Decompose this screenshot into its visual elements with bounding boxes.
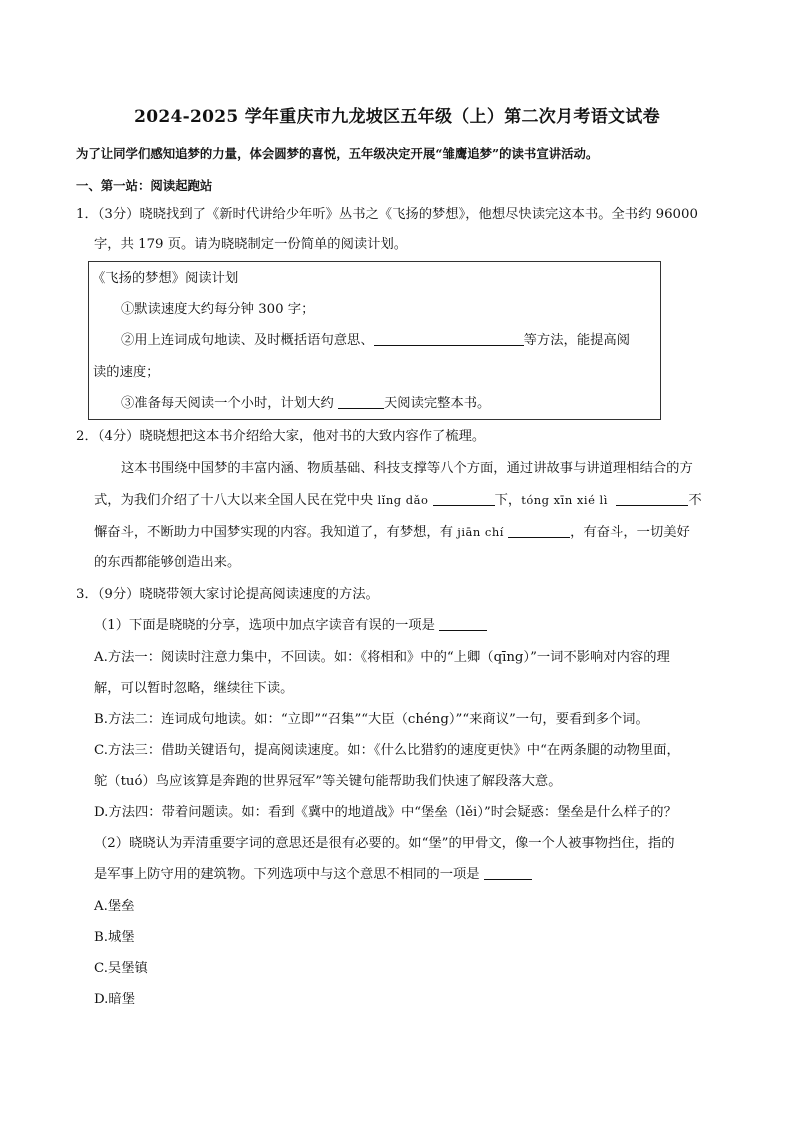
q1-line2: 字，共 179 页。请为晓晓制定一份简单的阅读计划。 [94, 237, 408, 252]
pinyin-tong-xin-xie-li: tóng xīn xié lì [521, 493, 608, 507]
pinyin-jian-chi: jiān chí [457, 525, 504, 539]
answer-blank[interactable] [508, 523, 570, 538]
plan-item-2-text: ②用上连词成句地读、及时概括语句意思、 [121, 333, 374, 348]
q2-para2-text-b: 下， [494, 493, 522, 508]
q3-sub1-text: （1）下面是晓晓的分享，选项中加点字读音有误的一项是 [94, 618, 435, 633]
q2-para2-text: 式，为我们介绍了十八大以来全国人民在党中央 [94, 493, 374, 508]
q3-sub2: （2）晓晓认为弄清重要字词的意思还是很有必要的。如“堡”的甲骨文，像一个人被事物挡住，指的 [94, 836, 675, 851]
q3-option-a-cont: 解，可以暂时忽略，继续往下读。 [94, 681, 294, 696]
q1-number: 1． [76, 207, 98, 222]
answer-blank[interactable] [484, 865, 532, 880]
plan-item-3 [121, 394, 490, 414]
q2-para2 [94, 490, 702, 511]
plan-item-1: ①默读速度大约每分钟 300 字； [121, 302, 315, 317]
q3-option-b: B.方法二：连词成句地读。如：“立即”“召集”“大臣（chéng）”“来商议”一句，要看到多个词。 [94, 712, 649, 727]
intro-text: 为了让同学们感知追梦的力量，体会圆梦的喜悦，五年级决定开展“雏鹰追梦”的读书宣讲活动。 [76, 146, 599, 161]
q2-number: 2． [76, 429, 98, 444]
q3-number: 3． [76, 587, 98, 602]
plan-item-2-cont: 读的速度； [93, 365, 160, 380]
q3-sub2-text: 是军事上防守用的建筑物。下列选项中与这个意思不相同的一项是 [94, 867, 480, 882]
q3-option-c-cont: 鸵（tuó）鸟应该算是奔跑的世界冠军”等关键句能帮助我们快速了解段落大意。 [94, 774, 562, 789]
answer-blank[interactable] [374, 331, 524, 346]
choice-b: B.城堡 [94, 930, 135, 945]
q3-option-a: A.方法一：阅读时注意力集中，不回读。如：《将相和》中的“上卿（qīng）”一词不影响对内容的理 [94, 650, 670, 665]
answer-blank[interactable] [433, 491, 495, 506]
q3-line1 [76, 585, 379, 605]
choice-c: C.吴堡镇 [94, 961, 148, 976]
section-heading: 一、第一站：阅读起跑站 [76, 178, 213, 193]
choice-d: D.暗堡 [94, 992, 136, 1007]
pinyin-ling-dao: lǐng dǎo [377, 493, 429, 507]
q1-text: （3分）晓晓找到了《新时代讲给少年听》丛书之《飞扬的梦想》，他想尽快读完这本书。全书约 96000 [97, 207, 698, 222]
q2-para3-text: 懈奋斗，不断助力中国梦实现的内容。我知道了，有梦想，有 [94, 525, 454, 540]
plan-item-3-text-b: 天阅读完整本书。 [383, 396, 491, 411]
plan-title: 《飞扬的梦想》阅读计划 [92, 271, 239, 286]
q2-para2-text-c: 不 [688, 493, 702, 508]
q3-sub2-cont [94, 865, 532, 885]
plan-item-3-text: ③准备每天阅读一个小时，计划大约 [121, 396, 334, 411]
choice-a: A.堡垒 [94, 899, 135, 914]
answer-blank[interactable] [439, 616, 487, 631]
q2-para1: 这本书围绕中国梦的丰富内涵、物质基础、科技支撑等八个方面，通过讲故事与讲道理相结合的方 [121, 461, 693, 476]
plan-item-2 [121, 331, 630, 351]
q3-option-c: C.方法三：借助关键语句，提高阅读速度。如：《什么比猎豹的速度更快》中“在两条腿的动物里面， [94, 743, 680, 758]
q2-line1 [76, 427, 485, 447]
q1-line1 [76, 205, 698, 225]
q3-sub1 [94, 616, 487, 636]
q2-para3 [94, 522, 690, 543]
answer-blank[interactable] [338, 394, 384, 409]
q2-para3-text-b: ，有奋斗，一切美好 [570, 525, 690, 540]
q2-para4: 的东西都能够创造出来。 [94, 555, 241, 570]
answer-blank[interactable] [616, 491, 688, 506]
q3-option-d: D.方法四：带着问题读。如：看到《冀中的地道战》中“堡垒（lěi）”时会疑惑：堡垒是什么样子的？ [94, 805, 677, 820]
q2-text: （4分）晓晓想把这本书介绍给大家，他对书的大致内容作了梳理。 [97, 429, 486, 444]
q3-text: （9分）晓晓带领大家讨论提高阅读速度的方法。 [97, 587, 379, 602]
plan-item-2-text-b: 等方法，能提高阅 [523, 333, 631, 348]
page-title: 2024-2025 学年重庆市九龙坡区五年级（上）第二次月考语文试卷 [134, 107, 660, 127]
